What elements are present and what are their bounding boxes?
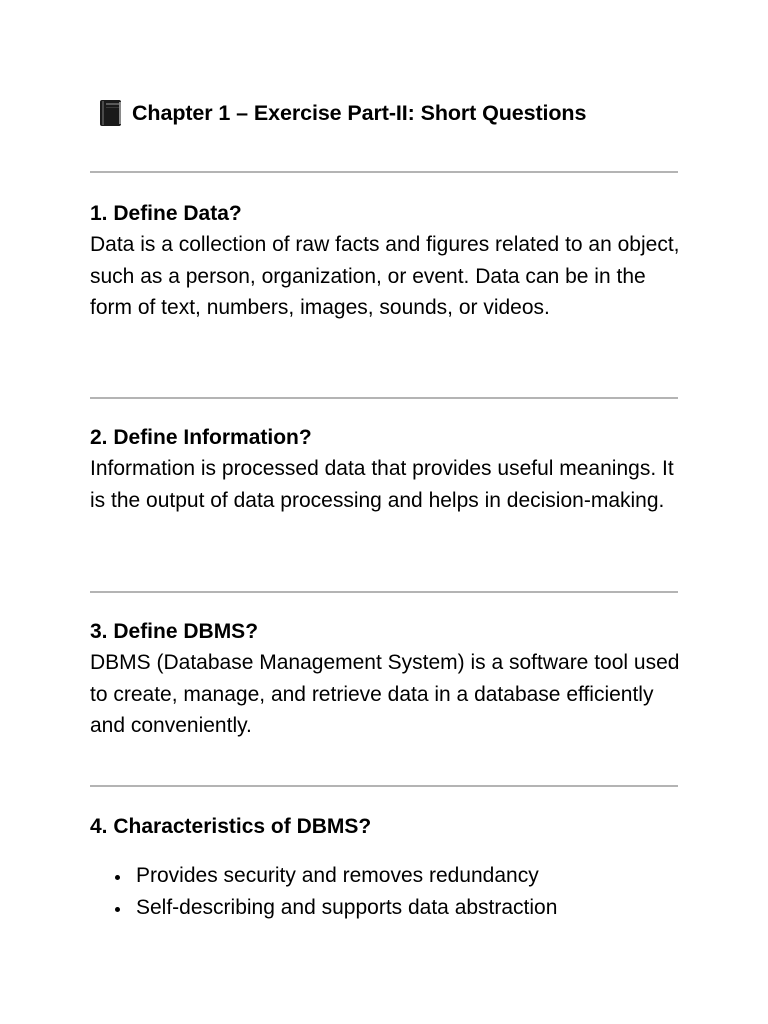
section-divider xyxy=(90,171,678,173)
bullet-icon xyxy=(115,907,120,912)
list-item-text: Provides security and removes redundancy xyxy=(136,864,539,887)
list-item-text: Self-describing and supports data abstraction xyxy=(136,896,558,919)
bullet-icon xyxy=(115,875,120,880)
question-title: 3. Define DBMS? xyxy=(90,620,259,643)
characteristics-list xyxy=(90,860,557,924)
document-heading xyxy=(99,97,586,129)
answer-text: Information is processed data that provides useful meanings. It is the output of data processing and helps in decision-making. xyxy=(90,457,674,512)
question-title: 4. Characteristics of DBMS? xyxy=(90,815,372,838)
question-section-2 xyxy=(90,422,690,516)
list-item xyxy=(90,860,557,892)
book-icon xyxy=(99,99,123,127)
section-divider xyxy=(90,591,678,593)
question-section-4 xyxy=(90,811,690,842)
section-divider xyxy=(90,397,678,399)
page-title: Chapter 1 – Exercise Part-II: Short Questions xyxy=(132,100,587,125)
list-item xyxy=(90,892,557,924)
question-section-1 xyxy=(90,198,690,324)
question-section-3 xyxy=(90,616,690,742)
section-divider xyxy=(90,785,678,787)
answer-text: DBMS (Database Management System) is a software tool used to create, manage, and retrieve data in a database efficiently and conveniently. xyxy=(90,651,680,737)
question-title: 2. Define Information? xyxy=(90,426,312,449)
answer-text: Data is a collection of raw facts and figures related to an object, such as a person, organization, or event. Data can be in the form of text, numbers, images, sounds, or videos. xyxy=(90,233,680,319)
question-title: 1. Define Data? xyxy=(90,202,242,225)
